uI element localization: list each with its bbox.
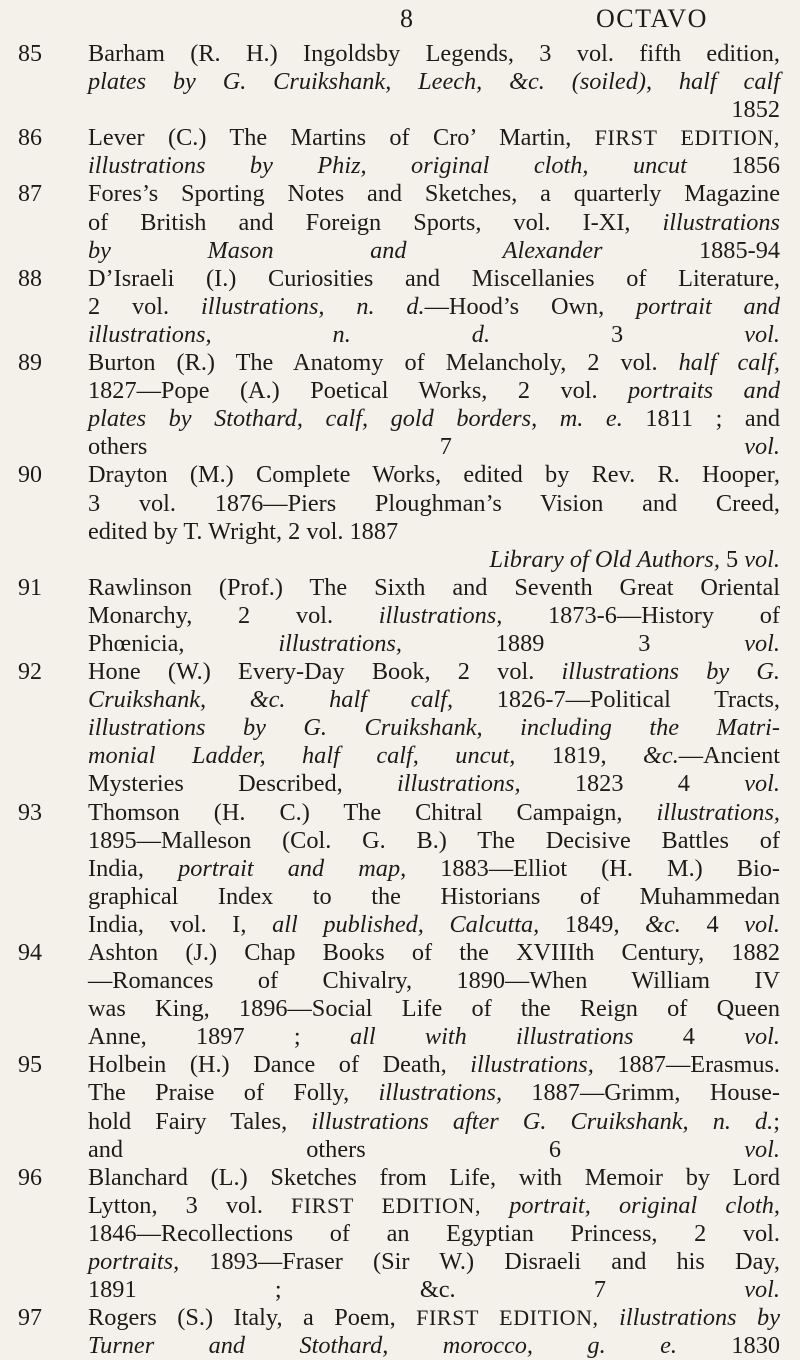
entry-text: illustrations, <box>397 770 521 798</box>
entry-text: 1893—Fraser (Sir W.) Disraeli and his Day, <box>179 1248 780 1276</box>
entry-text: Lytton, 3 vol. <box>88 1191 292 1219</box>
page-header <box>0 4 800 40</box>
entry-text: portraits, <box>88 1248 180 1276</box>
entry-text: —Romances of Chivalry, 1890—When William IV <box>88 967 780 995</box>
entry-line <box>88 911 780 939</box>
entry-line <box>88 1304 780 1332</box>
entry-line <box>88 349 780 377</box>
entry-line <box>88 1079 780 1107</box>
lot-number: 90 <box>18 462 42 489</box>
catalogue-entry <box>0 124 800 180</box>
entry-text: Cruikshank, &c. half calf, <box>88 686 454 714</box>
entry-line <box>88 883 780 911</box>
lot-number: 89 <box>18 350 42 377</box>
entry-text: Turner and Stothard, morocco, g. e. <box>88 1332 677 1360</box>
entry-line <box>88 237 780 265</box>
entry-text: Rawlinson (Prof.) The Sixth and Seventh Great Oriental <box>88 573 780 601</box>
entry-text <box>481 1192 509 1219</box>
entry-text: half calf, <box>678 349 780 377</box>
entry-text: 6 <box>365 1135 745 1163</box>
entry-text: 1830 <box>676 1332 781 1360</box>
entry-text: 5 <box>719 545 745 573</box>
catalogue-entry <box>0 40 800 124</box>
entry-line <box>88 461 780 489</box>
entry-line <box>88 939 780 967</box>
entry-text: all published, Calcutta, <box>272 910 540 938</box>
entry-text: FIRST EDITION, <box>416 1305 599 1331</box>
lot-number: 95 <box>18 1052 42 1079</box>
entry-text: 1885-94 <box>602 236 780 264</box>
entry-text: 4 <box>680 910 745 938</box>
lot-number: 97 <box>18 1305 42 1332</box>
entry-line <box>88 68 780 96</box>
entry-line <box>88 855 780 883</box>
page-number: 8 <box>400 4 414 33</box>
lot-number: 92 <box>18 659 42 686</box>
lot-number: 86 <box>18 125 42 152</box>
entry-text: Holbein (H.) Dance of Death, <box>88 1051 471 1079</box>
entry-text: edited by T. Wright, 2 vol. 1887 <box>88 517 399 545</box>
entry-text: vol. <box>744 320 780 348</box>
entry-text: Barham (R. H.) Ingoldsby Legends, 3 vol. fifth edition, <box>88 40 780 67</box>
entry-line <box>88 490 780 518</box>
entry-line <box>88 1108 780 1136</box>
entry-text: plates by Stothard, calf, gold borders, m. e. <box>88 405 623 433</box>
entry-text: 1887—Grimm, House- <box>502 1079 780 1107</box>
entry-text: was King, 1896—Social Life of the Reign of Queen <box>88 995 780 1023</box>
entry-line <box>88 433 780 461</box>
entry-text: illustrations, <box>378 1079 503 1107</box>
entry-text: graphical Index to the Historians of Muhammedan <box>88 882 780 910</box>
entry-text: and others <box>88 1135 366 1163</box>
entry-text: 1895—Malleson (Col. G. B.) The Decisive Battles of <box>88 826 780 854</box>
entry-text: illustrations, <box>470 1051 594 1079</box>
entry-line <box>88 96 780 124</box>
entry-text: vol. <box>744 545 780 573</box>
entry-line <box>88 1136 780 1164</box>
entry-text: 1891 ; &c. <box>88 1276 456 1304</box>
entry-text: 3 vol. 1876—Piers Ploughman’s Vision and Creed, <box>88 489 780 517</box>
entry-text: Anne, 1897 ; <box>88 1023 350 1051</box>
entry-line <box>88 518 780 546</box>
entry-text: India, vol. I, <box>88 910 273 938</box>
entry-text: 1873-6—History of <box>502 601 780 629</box>
entry-text: FIRST EDITION, <box>594 125 780 151</box>
entry-text: 7 <box>455 1276 745 1304</box>
entry-text: illustrations, n. d. <box>200 292 425 320</box>
catalogue-entries <box>0 40 800 1360</box>
entry-text: vol. <box>744 1023 780 1051</box>
entry-text: vol. <box>744 1276 780 1304</box>
entry-text: Burton (R.) The Anatomy of Melancholy, 2 vol. <box>88 349 679 377</box>
entry-line <box>88 1051 780 1079</box>
entry-line <box>88 995 780 1023</box>
entry-line <box>88 799 780 827</box>
entry-line <box>88 1332 780 1360</box>
entry-text: vol. <box>744 770 780 798</box>
entry-text: Monarchy, 2 vol. <box>88 601 379 629</box>
entry-text: 2 vol. <box>88 292 201 320</box>
entry-line <box>88 1276 780 1304</box>
entry-line <box>88 209 780 237</box>
entry-text: illustrations <box>662 208 780 236</box>
entry-text: 1887—Erasmus. <box>593 1051 780 1079</box>
entry-text: Mysteries Described, <box>88 770 398 798</box>
entry-line <box>88 602 780 630</box>
entry-line <box>88 377 780 405</box>
entry-text: 1883—Elliot (H. M.) Bio- <box>406 854 780 882</box>
entry-text: Library of Old Authors, <box>489 545 720 573</box>
entry-text: —Hood’s Own, <box>424 292 637 320</box>
entry-text: of British and Foreign Sports, vol. I-XI, <box>88 208 663 236</box>
entry-text: others <box>88 433 148 461</box>
entry-line <box>88 1220 780 1248</box>
entry-text: portrait, original cloth, <box>509 1191 780 1219</box>
lot-number: 88 <box>18 265 42 292</box>
entry-text: Blanchard (L.) Sketches from Life, with Memoir by Lord <box>88 1163 780 1191</box>
catalogue-entry <box>0 349 800 461</box>
lot-number: 85 <box>18 41 42 67</box>
entry-line <box>88 152 780 180</box>
entry-text: vol. <box>744 910 780 938</box>
entry-text: Fores’s Sporting Notes and Sketches, a quarterly Magazine <box>88 180 780 208</box>
lot-number: 93 <box>18 799 42 826</box>
entry-text: 7 <box>147 433 745 461</box>
lot-number: 91 <box>18 574 42 601</box>
entry-line <box>88 1192 780 1220</box>
entry-line <box>88 1248 780 1276</box>
entry-text: 3 <box>490 320 745 348</box>
catalogue-entry <box>0 658 800 798</box>
entry-text: ; <box>773 1107 780 1135</box>
section-title: OCTAVO <box>596 4 708 33</box>
entry-text: 1826-7—Political Tracts, <box>453 686 781 714</box>
entry-text: monial Ladder, half calf, uncut, <box>88 742 516 770</box>
entry-line <box>88 265 780 293</box>
entry-text: 1827—Pope (A.) Poetical Works, 2 vol. <box>88 377 629 405</box>
catalogue-entry <box>0 1304 800 1360</box>
entry-text: vol. <box>744 1135 780 1163</box>
entry-text: illustrations by <box>619 1304 780 1332</box>
entry-text: 1819, <box>515 742 644 770</box>
entry-text: illustrations, <box>278 629 402 657</box>
entry-text: 1823 4 <box>520 770 745 798</box>
entry-text: 1846—Recollections of an Egyptian Princess, 2 vol. <box>88 1219 780 1247</box>
entry-text: 1811 ; and <box>622 405 781 433</box>
entry-text: D’Israeli (I.) Curiosities and Miscellanies of Literature, <box>88 264 780 292</box>
entry-text: portraits and <box>628 377 780 405</box>
lot-number: 94 <box>18 940 42 966</box>
catalogue-entry <box>0 574 800 658</box>
entry-text <box>599 1304 619 1331</box>
entry-text: vol. <box>744 629 780 657</box>
entry-text: 1856 <box>686 152 780 180</box>
entry-line <box>88 124 780 152</box>
entry-text: by Mason and Alexander <box>88 236 603 264</box>
catalogue-entry <box>0 461 800 573</box>
entry-text: portrait and <box>636 292 780 320</box>
entry-line <box>88 630 780 658</box>
entry-text: Rogers (S.) Italy, a Poem, <box>88 1304 417 1332</box>
entry-line <box>88 770 780 798</box>
entry-text: Drayton (M.) Complete Works, edited by Rev. R. Hooper, <box>88 461 780 489</box>
entry-text: 1889 3 <box>401 629 745 657</box>
entry-line <box>88 1164 780 1192</box>
entry-text: illustrations, <box>656 798 780 826</box>
entry-line <box>88 546 780 574</box>
entry-text: vol. <box>744 433 780 461</box>
entry-text: hold Fairy Tales, <box>88 1107 312 1135</box>
lot-number: 87 <box>18 181 42 208</box>
lot-number: 96 <box>18 1164 42 1191</box>
entry-line <box>88 321 780 349</box>
entry-line <box>88 1023 780 1051</box>
entry-text: Phœnicia, <box>88 629 279 657</box>
entry-text: illustrations, n. d. <box>88 320 491 348</box>
entry-text: The Praise of Folly, <box>88 1079 379 1107</box>
entry-line <box>88 967 780 995</box>
catalogue-entry <box>0 265 800 349</box>
entry-text: illustrations after G. Cruikshank, n. d. <box>311 1107 774 1135</box>
entry-line <box>88 293 780 321</box>
entry-line <box>88 714 780 742</box>
catalogue-entry <box>0 1051 800 1163</box>
catalogue-entry <box>0 1164 800 1304</box>
entry-text: &c. <box>645 910 681 938</box>
entry-line <box>88 686 780 714</box>
entry-text: &c. <box>643 742 679 770</box>
entry-text: India, <box>88 854 179 882</box>
entry-text: 1849, <box>539 910 646 938</box>
entry-text: 1852 <box>731 96 780 124</box>
entry-text: Ashton (J.) Chap Books of the XVIIIth Century, 1882 <box>88 939 780 966</box>
entry-text: Thomson (H. C.) The Chitral Campaign, <box>88 798 657 826</box>
entry-text: plates by G. Cruikshank, Leech, &c. (soiled), half calf <box>88 68 780 96</box>
entry-line <box>88 827 780 855</box>
entry-text: illustrations by Phiz, original cloth, uncut <box>88 152 687 180</box>
entry-text: portrait and map, <box>178 854 407 882</box>
entry-text: illustrations by G. Cruikshank, including the Matri- <box>88 714 780 742</box>
entry-line <box>88 742 780 770</box>
entry-text: illustrations by G. <box>561 658 780 686</box>
entry-text: FIRST EDITION, <box>291 1192 482 1218</box>
entry-text: illustrations, <box>378 601 503 629</box>
catalogue-entry <box>0 180 800 264</box>
entry-text: Lever (C.) The Martins of Cro’ Martin, <box>88 124 595 152</box>
entry-text: all with illustrations <box>349 1023 634 1051</box>
catalogue-entry <box>0 939 800 1051</box>
entry-text: —Ancient <box>678 742 780 770</box>
entry-line <box>88 658 780 686</box>
entry-line <box>88 405 780 433</box>
entry-line <box>88 40 780 68</box>
entry-line <box>88 180 780 208</box>
entry-text: 4 <box>633 1023 745 1051</box>
entry-text: Hone (W.) Every-Day Book, 2 vol. <box>88 658 562 686</box>
catalogue-entry <box>0 799 800 939</box>
entry-line <box>88 574 780 602</box>
